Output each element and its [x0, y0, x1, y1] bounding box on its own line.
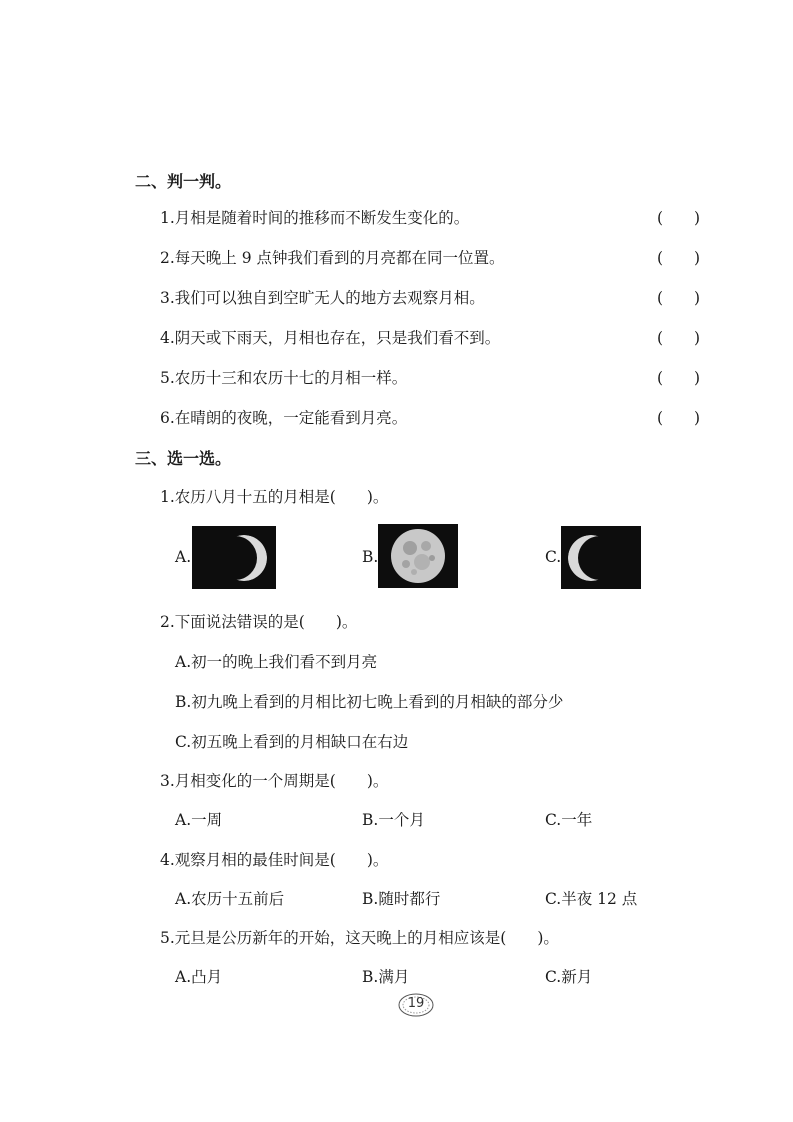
answer-paren-1[interactable]: ( )	[657, 209, 701, 227]
judge-item-4: 4.阴天或下雨天，月相也存在，只是我们看不到。	[160, 329, 501, 347]
q5-option-a[interactable]: A.凸月	[175, 968, 223, 986]
q2-stem: 2.下面说法错误的是( )。	[160, 613, 358, 631]
q1-option-b-label[interactable]: B.	[362, 548, 379, 566]
q1-option-c-label[interactable]: C.	[545, 548, 562, 566]
judge-item-5: 5.农历十三和农历十七的月相一样。	[160, 369, 408, 387]
answer-paren-4[interactable]: ( )	[657, 329, 701, 347]
q1-stem: 1.农历八月十五的月相是( )。	[160, 488, 389, 506]
crescent-moon-icon	[561, 526, 641, 589]
q4-stem: 4.观察月相的最佳时间是( )。	[160, 851, 389, 869]
waning-crescent-moon-icon	[192, 526, 276, 589]
judge-item-6: 6.在晴朗的夜晚，一定能看到月亮。	[160, 409, 408, 427]
q3-option-a[interactable]: A.一周	[175, 811, 223, 829]
q4-option-a[interactable]: A.农历十五前后	[175, 890, 285, 908]
judge-item-1: 1.月相是随着时间的推移而不断发生变化的。	[160, 209, 470, 227]
q5-stem: 5.元旦是公历新年的开始，这天晚上的月相应该是( )。	[160, 929, 559, 947]
answer-paren-5[interactable]: ( )	[657, 369, 701, 387]
page-number: 19	[407, 996, 425, 1011]
full-moon-icon	[378, 524, 458, 588]
q2-option-b[interactable]: B.初九晚上看到的月相比初七晚上看到的月相缺的部分少	[175, 693, 564, 711]
q4-option-b[interactable]: B.随时都行	[362, 890, 441, 908]
q3-option-c[interactable]: C.一年	[545, 811, 593, 829]
section2-heading: 二、判一判。	[135, 172, 232, 191]
section3-heading: 三、选一选。	[135, 449, 232, 468]
q3-stem: 3.月相变化的一个周期是( )。	[160, 772, 389, 790]
answer-paren-3[interactable]: ( )	[657, 289, 701, 307]
q2-option-c[interactable]: C.初五晚上看到的月相缺口在右边	[175, 733, 409, 751]
judge-item-2: 2.每天晚上 9 点钟我们看到的月亮都在同一位置。	[160, 249, 505, 267]
q5-option-b[interactable]: B.满月	[362, 968, 410, 986]
q1-option-a-label[interactable]: A.	[175, 548, 192, 566]
page-number-badge	[398, 993, 434, 1017]
q2-option-a[interactable]: A.初一的晚上我们看不到月亮	[175, 653, 378, 671]
q4-option-c[interactable]: C.半夜 12 点	[545, 890, 638, 908]
judge-item-3: 3.我们可以独自到空旷无人的地方去观察月相。	[160, 289, 485, 307]
answer-paren-6[interactable]: ( )	[657, 409, 701, 427]
answer-paren-2[interactable]: ( )	[657, 249, 701, 267]
q5-option-c[interactable]: C.新月	[545, 968, 593, 986]
q3-option-b[interactable]: B.一个月	[362, 811, 425, 829]
